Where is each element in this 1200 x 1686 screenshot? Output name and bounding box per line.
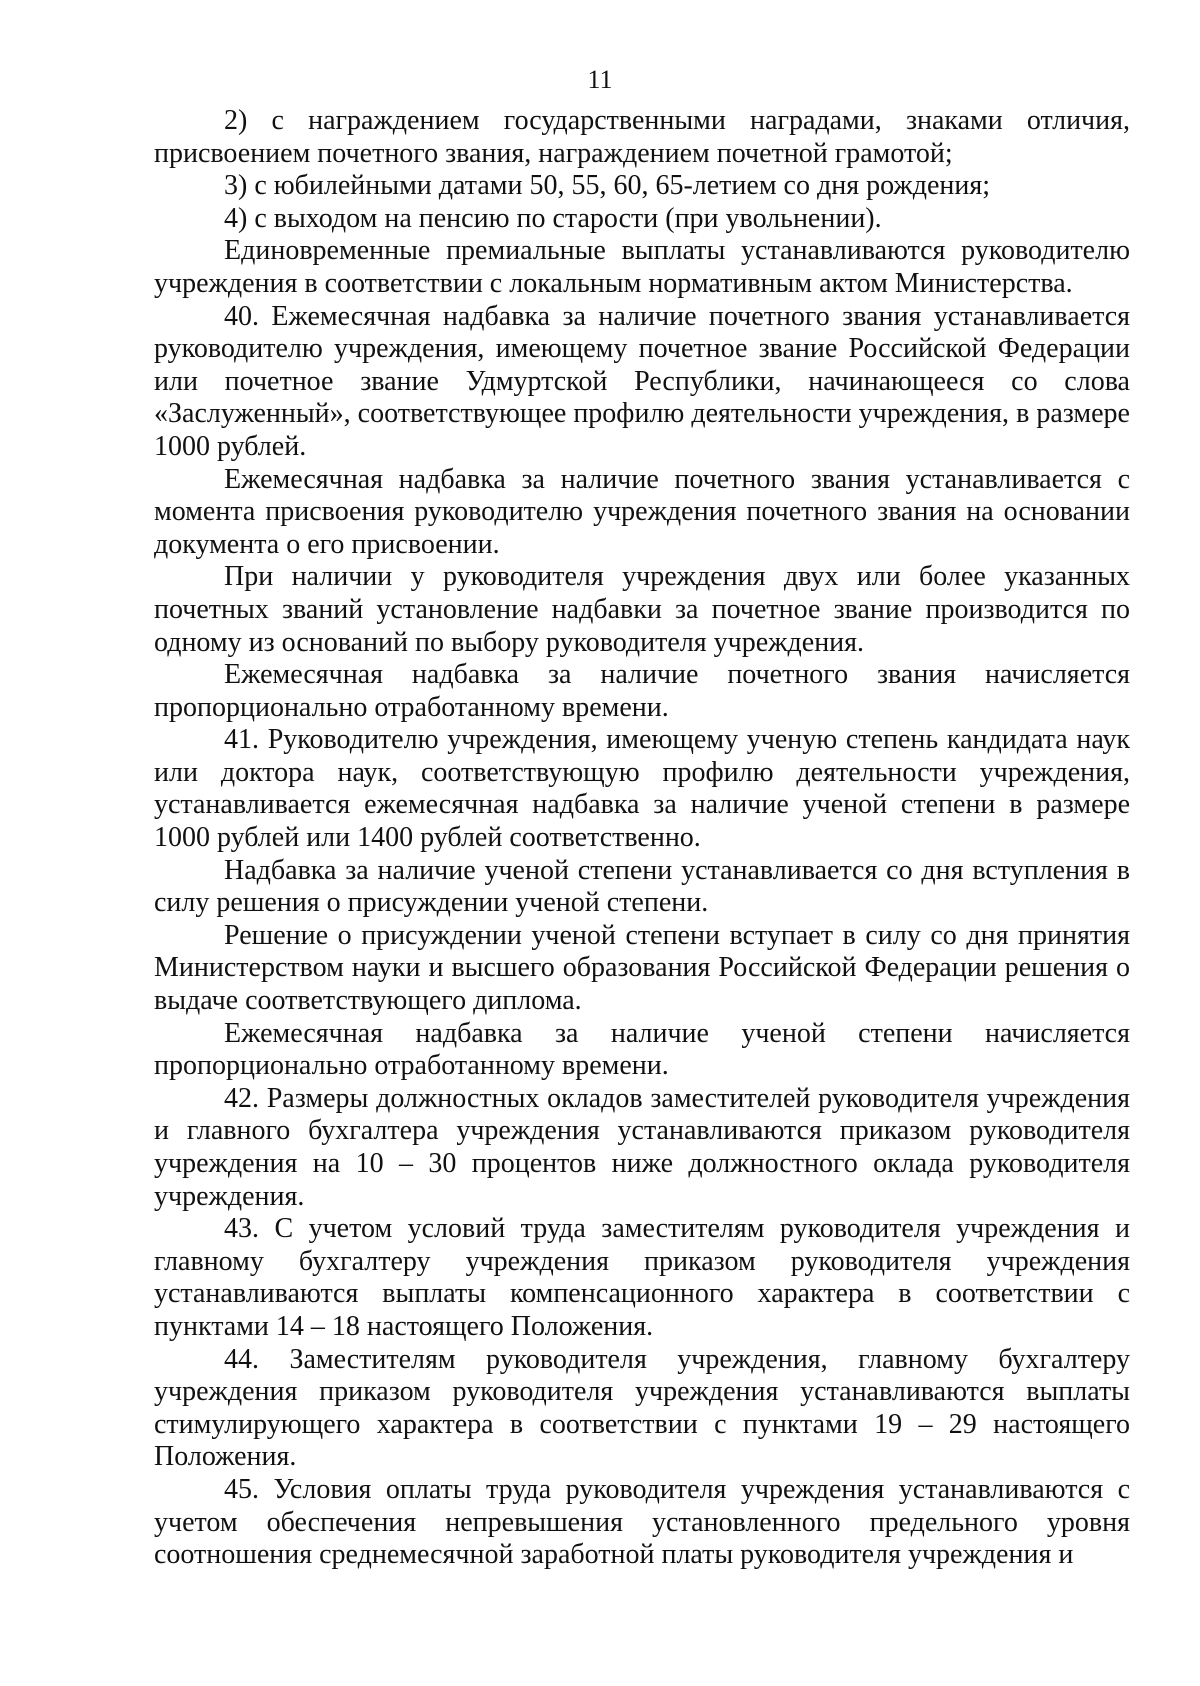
paragraph-clause-42: 42. Размеры должностных окладов заместителей руководителя учреждения и главного бухгалтера учреждения устанавливаются приказом руководителя учреждения на 10 – 30 процентов ниже должностного оклада руководителя учреждения. <box>154 1082 1130 1212</box>
paragraph-title-proportional: Ежемесячная надбавка за наличие почетного звания начисляется пропорционально отработанному времени. <box>154 659 1130 723</box>
paragraph-degree-proportional: Ежемесячная надбавка за наличие ученой степени начисляется пропорционально отработанному времени. <box>154 1017 1130 1082</box>
paragraph-clause-44: 44. Заместителям руководителя учреждения, главному бухгалтеру учреждения приказом руководителя учреждения устанавливаются выплаты стимулирующего характера в соответствии с пунктами 19 – 29 настоящего Положения. <box>154 1343 1130 1473</box>
paragraph-degree-decision: Решение о присуждении ученой степени вступает в силу со дня принятия Министерством науки и высшего образования Российской Федерации решения о выдаче соответствующего диплома. <box>154 919 1130 1017</box>
paragraph-clause-41: 41. Руководителю учреждения, имеющему ученую степень кандидата наук или доктора наук, соответствующую профилю деятельности учреждения, устанавливается ежемесячная надбавка за наличие ученой степени в размере 1000 рублей или 1400 рублей соответственно. <box>154 724 1130 854</box>
page-number: 11 <box>587 65 613 94</box>
paragraph-item-2-awards: 2) с награждением государственными наградами, знаками отличия, присвоением почетного звания, награждением почетной грамотой; <box>154 105 1130 169</box>
paragraph-multiple-titles: При наличии у руководителя учреждения двух или более указанных почетных званий установление надбавки за почетное звание производится по одному из оснований по выбору руководителя учреждения. <box>154 561 1130 658</box>
paragraph-one-time-bonus: Единовременные премиальные выплаты устанавливаются руководителю учреждения в соответствии с локальным нормативным актом Министерства. <box>154 235 1130 299</box>
document-body <box>154 105 1130 1572</box>
paragraph-clause-45: 45. Условия оплаты труда руководителя учреждения устанавливаются с учетом обеспечения непревышения установленного предельного уровня соотношения среднемесячной заработной платы руководителя учреждения и <box>154 1473 1130 1571</box>
paragraph-degree-start: Надбавка за наличие ученой степени устанавливается со дня вступления в силу решения о присуждении ученой степени. <box>154 854 1130 919</box>
paragraph-item-4-retirement: 4) с выходом на пенсию по старости (при увольнении). <box>224 202 882 234</box>
paragraph-clause-40: 40. Ежемесячная надбавка за наличие почетного звания устанавливается руководителю учреждения, имеющему почетное звание Российской Федерации или почетное звание Удмуртской Республики, начинающееся со слова «Заслуженный», соответствующее профилю деятельности учреждения, в размере 1000 рублей. <box>154 300 1130 462</box>
paragraph-clause-43: 43. С учетом условий труда заместителям руководителя учреждения и главному бухгалтеру учреждения приказом руководителя учреждения устанавливаются выплаты компенсационного характера в соответствии с пунктами 14 – 18 настоящего Положения. <box>154 1213 1130 1342</box>
paragraph-item-3-anniversary: 3) с юбилейными датами 50, 55, 60, 65-летием со дня рождения; <box>224 170 991 202</box>
paragraph-honorary-title-start: Ежемесячная надбавка за наличие почетного звания устанавливается с момента присвоения руководителю учреждения почетного звания на основании документа о его присвоении. <box>154 463 1130 560</box>
